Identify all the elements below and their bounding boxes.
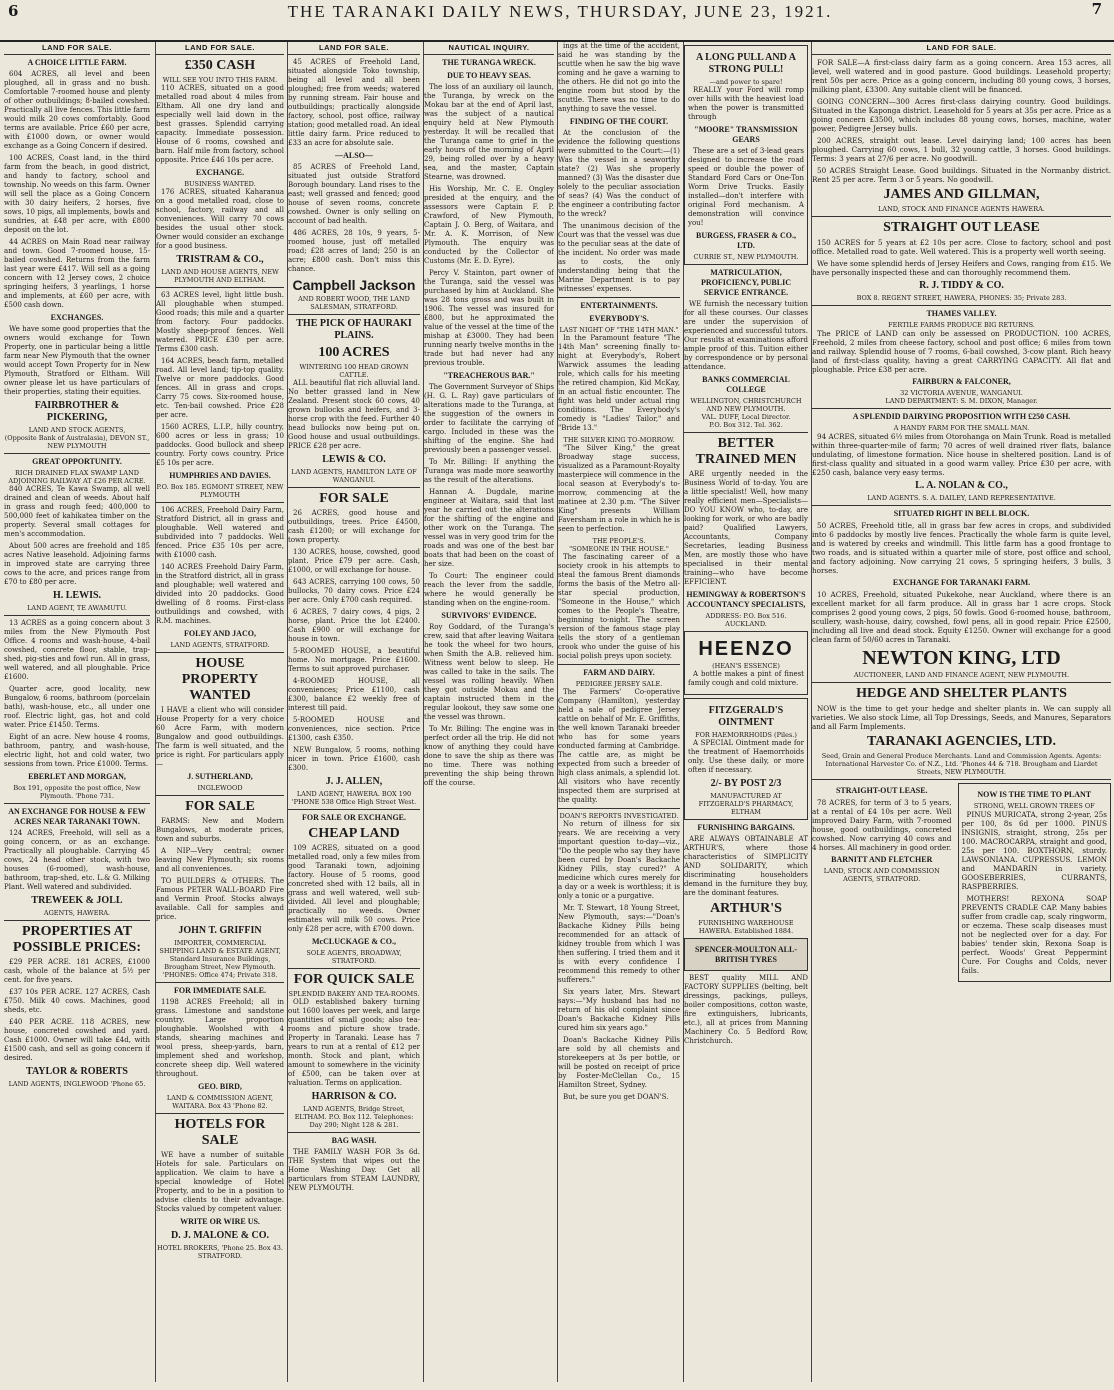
ad-text: 109 ACRES, situated on a good metalled road, only a few miles from good Taranaki town, adjoining factory. House of 5 rooms, good concreted shed with 12 bails, all in grass and well watered, well sub-divided. All level and ploughable; practically no weeds. Owner estimates will milk 50 cows. Price only £28 per acre, with £700 down. — [288, 844, 420, 933]
firm-name: TAYLOR & ROBERTS — [26, 1066, 128, 1077]
ad-text: £40 PER ACRE. 118 ACRES, new house, concreted cowshed and yard. Cash £1000. Owner will take £4d, with £1500 cash, and sell as going concern if desired. — [4, 1018, 150, 1062]
ad-heading: WRITE OR WIRE US. — [180, 1217, 260, 1226]
ad-heading: —ALSO— — [335, 151, 373, 160]
ad-text: About 500 acres are freehold and 185 acres Native leasehold. Adjoining farms in improved state are carrying three cows to the acre, and prices range from £70 to £80 per acre. — [4, 542, 150, 586]
ad-subheading: (HEAN'S ESSENCE) — [712, 662, 780, 670]
ad-price: 2/- BY POST 2/3 — [710, 778, 782, 789]
ad-heading: FOR SALE — [185, 799, 255, 814]
ad-heading: GREAT OPPORTUNITY. — [32, 457, 122, 466]
newspaper-title: THE TARANAKI DAILY NEWS, THURSDAY, JUNE 23, 1921. — [287, 2, 833, 21]
article-subheading: THE SILVER KING TO-MORROW. — [563, 436, 675, 444]
firm-name: NEWTON KING, LTD — [862, 647, 1061, 669]
ad-text: 130 ACRES, house, cowshed, good plant. Price £79 per acre. Cash, £1000, or will exchange for house. — [288, 548, 420, 574]
ad-text: Quarter acre, good locality, new Bungalow, 6 rooms, bathroom (porcelain bath), wash-house, etc., all under one roof. Electric light, gas, hot and cold water. Price £1450. Terms. — [4, 685, 150, 729]
ad-text: 150 ACRES for 5 years at £2 10s per acre. Close to factory, school and post office. Metalled road to gate. Well watered. This is a property well worth seeing. — [812, 238, 1111, 256]
ad-text: 26 ACRES, good house and outbuildings, trees. Price £4500, cash £1200; or will exchange for town property. — [288, 509, 420, 544]
firm-name: L. A. NOLAN & CO., — [915, 480, 1008, 491]
ad-text: £37 10s PER ACRE. 127 ACRES, Cash £750. Milk 40 cows. Machines, good sheds, etc. — [4, 988, 150, 1014]
firm-name: BURGESS, FRASER & CO., LTD. — [695, 231, 796, 250]
firm-name: FOLEY AND JACO, — [184, 629, 256, 638]
ad-text: GOING CONCERN—300 Acres first-class dairying country. Good buildings. Situated in the Kaponga district. Leasehold for 5 years at 35s per acre. Price as a going concern £3500, which includes 88 young cows, horses, machine, water power, Pedigree Jersey bulls. — [812, 97, 1111, 133]
ad-text: 140 ACRES Freehold Dairy Farm, in the Stratford district, all in grass and ploughable; well watered and divided into 20 paddocks. Good dwelling of 8 rooms. First-class outbuildings and cowshed, with R.M. machines. — [156, 563, 284, 625]
firm-name: McCLUCKAGE & CO., — [312, 937, 396, 946]
ad-text: 10 ACRES, Freehold, situated Pukekohe, near Auckland, where there is an excellent market for all farm produce. All in grass bar 1 acre crops. Stock comprises 2 good young cows, 2 pigs, 50 fowls. Good 6-roomed house, bathroom, scullery, wash-house, dairy, cowshed, fowl pens, all in good repair. Price £2500, including all live and dead stock. Equity £1250. Owner will exchange for a good clean farm of 50/60 acres in Taranaki. — [812, 590, 1111, 644]
ad-heading: NOW IS THE TIME TO PLANT — [977, 790, 1092, 799]
ad-subheading: BUSINESS WANTED. — [184, 180, 256, 188]
article-text: Percy V. Stainton, part owner of the Turanga, said the vessel was purchased by him at Auckland. She was 28 tons gross and was built in 1906. The vessel was insured for £800, but he approximated the value of the vessel at the time of the mishap at £3000. They had been running nearly twelve months in the trade but had never had any previous trouble. — [424, 269, 554, 367]
ad-text: 85 ACRES of Freehold Land, situated just outside Stratford Borough boundary. Land rises to the east; well grassed and fenced; good house of seven rooms, concrete cowshed. Owner is only selling on account of bad health. — [288, 163, 420, 225]
firm-sub: INGLEWOOD — [197, 784, 243, 792]
section-header: LAND FOR SALE. — [156, 42, 284, 55]
ad-heading: EXCHANGE. — [195, 168, 245, 177]
lease-ad — [812, 783, 952, 982]
masthead — [0, 0, 1114, 42]
firm-sub: Seed, Grain and General Produce Merchants. Land and Commission Agents. Agents: International Harvester Co. of N.Z., Ltd. 'Phones 44 & 718. Brougham and Liardet Streets, NEW PLYMOUTH. — [821, 752, 1102, 776]
ad-text: These are a set of 3-lead gears designed to increase the road speed or double the power of Standard Ford Cars or One-Ton Worm Drive Trucks. Easily installed—don't interfere with original Ford mechanism. A demonstration will convince you! — [688, 147, 804, 227]
firm-sub: LAND, STOCK AND FINANCE AGENTS HAWERA. — [878, 205, 1045, 213]
ad-text: 13 ACRES as a going concern about 3 miles from the New Plymouth Post Office. 4 rooms and wash-house, 4-bail cowshed, concrete floor, stable, trap-shed, pig-sties and fowl run. All in grass, well watered, and all ploughable. Price £1600. — [4, 619, 150, 681]
ad-subheading: A HANDY FARM FOR THE SMALL MAN. — [893, 424, 1030, 432]
ad-text: 164 ACRES, beach farm, metalled road. All level land; tip-top quality. Twelve or more paddocks. Good fences. All in grass and crops. Carry 75 cows. Six-roomed house, etc. Ten-bail cowshed. Price £28 per acre. — [156, 357, 284, 419]
ad-text: 4-ROOMED HOUSE, all conveniences; Price £1100, cash £300, balance £2 weekly free of interest till paid. — [288, 677, 420, 712]
firm-name: HEMINGWAY & ROBERTSON'S ACCOUNTANCY SPECIALISTS, — [686, 590, 806, 609]
firm-name: HARRISON & CO. — [311, 1091, 397, 1102]
ad-heading: BAG WASH. — [331, 1136, 377, 1145]
firm-address: (Opposite Bank of Australasia), DEVON ST., NEW PLYMOUTH — [4, 434, 150, 450]
ad-heading: HEDGE AND SHELTER PLANTS — [856, 686, 1067, 701]
ad-heading: EXCHANGES. — [50, 313, 104, 322]
firm-sub: P.O. Box 185. EGMONT STREET, NEW PLYMOUTH — [156, 483, 284, 499]
ad-heading: 100 ACRES — [318, 345, 390, 360]
plant-ad — [958, 783, 1111, 982]
firm-sub: LAND & COMMISSION AGENT, WAITARA. Box 43 'Phone 82. — [166, 1094, 274, 1110]
firm-sub: FURNISHING WAREHOUSE HAWERA. Established 1884. — [698, 919, 794, 935]
column-4 — [423, 42, 554, 1382]
article-text: Doan's Backache Kidney Pills are sold by all chemists and storekeepers at 3s per bottle, or will be posted on receipt of price by Foster-McClellan Co., 15 Hamilton Street, Sydney. — [558, 1036, 680, 1089]
ad-brand: HEENZO — [698, 638, 794, 660]
firm-box: P.O. Box 312. Tel. 362. — [709, 421, 783, 429]
ad-heading: SITUATED RIGHT IN BELL BLOCK. — [893, 509, 1030, 518]
section-header: LAND FOR SALE. — [4, 42, 150, 55]
article-text: The fascinating career of a society crook in his attempts to steal the famous Brent diamonds forms the basis of the Metro all-star special production, "Someone in the House," which comes to the People's Theatre, beginning to-night. The screen version of the famous stage play tells the story of a gentleman crook who under the guise of his social polish preys upon society. — [558, 553, 680, 660]
firm-sub: LAND, STOCK AND COMMISSION AGENTS, STRATFORD. — [823, 867, 940, 883]
firm-name: FAIRBROTHER & PICKERING, — [34, 400, 120, 423]
ad-heading: FOR SALE OR EXCHANGE. — [301, 813, 406, 822]
firm-name: BANKS COMMERCIAL COLLEGE — [702, 375, 790, 394]
ad-heading: FURNISHING BARGAINS. — [697, 823, 795, 832]
ad-subheading: STRONG, WELL GROWN TREES OF — [973, 802, 1095, 810]
ad-text: FARMS: New and Modern Bungalows, at moderate prices, town and suburbs. — [156, 817, 284, 843]
firm-name: R. J. TIDDY & CO. — [919, 280, 1004, 291]
ad-heading: PROPERTIES AT POSSIBLE PRICES: — [13, 924, 141, 955]
ad-text: I HAVE a client who will consider House Property for a very choice 60 Acre Farm, with modern Bungalow and good outbuildings. The farm is well situated, and the price is right. For particulars apply— — [156, 706, 284, 768]
firm-address: ADDRESS: P.O. Box 516. AUCKLAND. — [705, 612, 787, 628]
firm-address: CURRIE ST., NEW PLYMOUTH. — [693, 253, 799, 261]
ad-text: REALLY your Ford will romp over hills with the heaviest load when the power is transmitted through — [688, 86, 804, 121]
ad-text: ALL beautiful flat rich alluvial land. No better grassed land in New Zealand. Present stock 60 cows, 40 grown bullocks and heifers, and 3-horse crop with the feed. Further 40 head bullocks now being put on. Good house and usual outbuildings. PRICE £28 per acre. — [288, 379, 420, 450]
article-text: The loss of an auxiliary oil launch, the Turanga, by wreck on the Mokau bar at the end of April last, was the subject of a nautical enquiry held at New Plymouth yesterday. It will be recalled that the Turanga came to grief in the early hours of the morning of April 29, being rolled over by a heavy sea, and the master, Captain Stearne, was drowned. — [424, 83, 554, 181]
column-7 — [811, 42, 1111, 1382]
section-header: NAUTICAL INQUIRY. — [424, 42, 554, 55]
article-text: To Court: The engineer could reach the lever from the saddle, where he would generally be standing when on the engine-room. — [424, 572, 554, 607]
bottom-row — [812, 783, 1111, 982]
firm-sub: BOX 8. REGENT STREET, HAWERA, PHONES: 35; Private 283. — [856, 294, 1067, 302]
ad-text: PINUS MURICATA, strong 2-year, 25s per 100, 8s 6d per 1000. PINUS INSIGNIS, straight, strong, 25s per 100. MACROCARPA, straight and good, 25s per 100. BOXTHORN, sturdy. LAWSONIANA. CUPRESSUS. LEMON and MANDARIN in variety. GOOSEBERRIES, CURRANTS, RASPBERRIES. — [961, 810, 1107, 891]
column-3 — [287, 42, 420, 1382]
ad-subheading: SPLENDID BAKERY AND TEA-ROOMS. — [288, 990, 420, 998]
ad-brand: "MOORE" TRANSMISSION GEARS — [694, 125, 798, 144]
firm-sub: SOLE AGENTS, BROADWAY, STRATFORD. — [306, 949, 402, 965]
ad-text: 50 ACRES Straight Lease. Good buildings. Situated in the Normanby district. Rent 25 per acre. Term 3 or 5 years. No goodwill. — [812, 166, 1111, 184]
ad-text: 110 ACRES, situated on a good metalled road about 4 miles from Eltham. All one dry land and especially well laid down in the best grasses. Splendid carrying capacity. Immediate possession. House of 6 rooms, cowshed and barn. Half mile from factory, school opposite. Price £46 10s per acre. — [156, 84, 284, 164]
article-text: At the conclusion of the evidence the following questions were submitted to the Court:—(1) Was the vessel in a seaworthy state? (2) Was she properly manned? (3) Was the disaster due solely to the peculiar association of seas? (4) Was the conduct of the engineer a contributing factor to the wreck? — [558, 129, 680, 218]
ad-box-spencer-moulton — [684, 938, 808, 971]
ad-text: 94 ACRES, situated 6½ miles from Otorohanga on Main Trunk. Road is metalled within three-quarter-mile of farm; 70 acres of well drained river flats, balance undulating, of limestone formation. Nice house in sheltered position. Land is of first-class quality and situated in a good warm valley. Price £30 per acre, with £250 cash, balance very easy terms. — [812, 432, 1111, 477]
article-text: His Worship, Mr. C. E. Ongley presided at the enquiry, and the assessors were Captain F. P. Crawford, of New Plymouth, Captain J. O. Berg, of Waitara, and Mr. A. K. Morrison, of New Plymouth. The enquiry was conducted by the Collector of Customs (Mr. E. D. Eyre). — [424, 185, 554, 265]
ad-text: A NIP—Very central; owner leaving New Plymouth; six rooms and all conveniences. — [156, 847, 284, 873]
ad-subheading: —and power to spare! — [709, 78, 783, 86]
ad-subheading: FERTILE FARMS PRODUCE BIG RETURNS. — [888, 321, 1035, 329]
article-subheading: THE PEOPLE'S. — [592, 537, 646, 545]
firm-sub: AGENTS, HAWERA. — [43, 909, 111, 917]
ad-text: 5-ROOMED HOUSE, a beautiful home. No mortgage. Price £1600. Terms to suit approved purchaser. — [288, 647, 420, 673]
firm-name: TREWEEK & JOLL — [31, 895, 123, 906]
ad-heading: MATRICULATION, PROFICIENCY, PUBLIC SERVICE ENTRANCE. — [701, 268, 791, 297]
ad-subheading: WINTERING 100 HEAD GROWN CATTLE. — [299, 363, 409, 379]
article-text: Hannan A. Dugdale, marine engineer at Waitara, said that last year he carried out the alterations for the shifting of the engine and other work on the Turanga. The vessel was in very good trim for the roads and was one of the best bar boats that had been on the coast of her size. — [424, 488, 554, 568]
firm-name: TRISTRAM & CO., — [176, 254, 264, 265]
article-text: The unanimous decision of the Court was that the vessel was due to the peculiar seas at the date of the incident. No order was made as to costs, the only understanding being that the Marine Department is to pay witnesses' expenses. — [558, 222, 680, 293]
article-text: The Government Surveyor of Ships (H. G. L. Ray) gave particulars of alterations made to the Turanga, at the suggestion of the owners in order to facilitate the carrying of cargo. Included in these was the shifting of the engine. She had previously been a passenger vessel. — [424, 383, 554, 454]
firm-sub: Box 191, opposite the post office, New Plymouth. 'Phone 731. — [13, 784, 141, 800]
firm-name: JAMES AND GILLMAN, — [883, 187, 1040, 202]
ad-text: NOW is the time to get your hedge and shelter plants in. We can supply all varieties. We also stock Lime, all Top Dressings, Seeds, and Manures, Separators and all Farm Implements. — [812, 704, 1111, 731]
ad-heading: EXCHANGE FOR TARANAKI FARM. — [892, 578, 1031, 587]
ad-heading: FOR QUICK SALE — [293, 972, 415, 987]
column-1 — [4, 42, 150, 1382]
article-text: In the Paramount feature "The 14th Man" screening finally to-night at Everybody's, Robert Warwick assumes the leading role, which calls for his meeting the retired champion, Kid McKay, in an actual fistic encounter. The fight was held under actual ring conditions. The Everybody's comedy is "Ladies' Tailor," and "Bride 13." — [558, 334, 680, 432]
firm-sub: LAND AND STOCK AGENTS, — [28, 426, 126, 434]
firm-sub: LAND AGENTS, Bridge Street, ELTHAM. P.O. Box 112. Telephones: Day 290; Night 128 & 281. — [294, 1105, 414, 1129]
firm-name: EBERLET AND MORGAN, — [28, 772, 126, 781]
firm-sub: LAND AGENTS. S. A. DAILEY, LAND REPRESENTATIVE. — [867, 494, 1056, 502]
article-subheading: LAST NIGHT OF "THE 14TH MAN." — [559, 326, 679, 334]
firm-sub: LAND AGENTS, HAMILTON LATE OF WANGANUI. — [291, 468, 417, 484]
ad-text: 1198 ACRES Freehold; all in grass. Limestone and sandstone country. Large proportion ploughable. Woolshed with 4 stands, shearing machines and wool press, sheep-yards, barn, implement shed and workshop, concrete sheep dip. Well watered throughout. — [156, 998, 284, 1078]
firm-name: H. LEWIS. — [52, 590, 102, 601]
ad-heading: FOR SALE — [319, 491, 389, 506]
ad-text: WE have a number of suitable Hotels for sale. Particulars on application. We claim to have a special knowledge of Hotel Property, and to be in a position to advise clients to their advantage. Stocks valued by competent valuer. — [156, 1151, 284, 1213]
ad-text: A SPECIAL Ointment made for the treatment of Haemorrhoids only. Use these daily, or more often if necessary. — [688, 739, 804, 774]
ad-text: We have some good properties that the owners would exchange for Town Property, one in particular being a little farm near New Plymouth that the owner would accept Town Property for in New Plymouth, Stratford or Eltham. Will owner please let us have particulars of their properties, stating their equities. — [4, 325, 150, 396]
ad-subheading: WILL SEE YOU INTO THIS FARM. — [162, 76, 278, 84]
column-6 — [683, 42, 808, 1382]
article-heading: THE TURANGA WRECK. — [442, 58, 536, 67]
ad-box-heenzo — [684, 631, 808, 695]
ad-heading: FITZGERALD'S OINTMENT — [708, 705, 784, 728]
ad-text: 6 ACRES, 7 dairy cows, 4 pigs, 2 horse, plant. Price the lot £2400. Cash £900 or will exchange for house in town. — [288, 608, 420, 643]
column-2 — [155, 42, 284, 1382]
ad-text: WE furnish the necessary tuition for all these courses. Our classes are under the supervision of experienced and successful tutors. Our results at examinations afford ample proof of this. Tuition either by correspondence or by personal attendance. — [684, 300, 808, 371]
firm-name: TARANAKI AGENCIES, LTD. — [866, 734, 1057, 749]
article-subheading: PEDIGREE JERSEY SALE. — [575, 680, 663, 688]
article-text: But, be sure you get DOAN'S. — [563, 1093, 669, 1101]
firm-address: WELLINGTON, CHRISTCHURCH AND NEW PLYMOUTH. — [690, 397, 802, 413]
article-subheading: SURVIVORS' EVIDENCE. — [441, 611, 537, 620]
ad-heading: FOR IMMEDIATE SALE. — [173, 986, 267, 995]
firm-name: BARNITT AND FLETCHER — [831, 855, 933, 864]
ad-text: OLD established bakery turning out 1600 loaves per week, and large quantities of small goods; also tea-rooms and picture show trade. Property in Taranaki. Lease has 7 years to run at a rental of £12 per month. Stock and plant, which amount to somewhere in the vicinity of £500, can be taken over at valuation. Terms on application. — [288, 998, 420, 1087]
firm-name: D. J. MALONE & CO. — [170, 1230, 270, 1241]
ad-text: 643 ACRES, carrying 100 cows, 50 bullocks, 70 dairy cows. Price £24 per acre. Only £700 cash required. — [288, 578, 420, 604]
ad-text: Eight of an acre. New house 4 rooms, bathroom, pantry, and wash-house, electric light, hot and cold water, two sessions from town. Price £1000. Terms. — [4, 733, 150, 768]
article-text: ings at the time of the accident, said he was standing by the scuttle when he saw the big wave coming and he gave a warning to the others. He did not go into the engine room but stood by the scuttle. There was no time to do anything to save the vessel. — [558, 42, 680, 113]
firm-name: LEWIS & CO. — [322, 454, 386, 465]
ad-text: ARE ALWAYS OBTAINABLE AT ARTHUR'S, where those characteristics of SIMPLICITY AND SOLIDARITY, which discriminating householders demand in the furniture they buy, are the dominant features. — [684, 835, 808, 897]
ad-text: A bottle makes a pint of finest family cough and cold mixture. — [688, 670, 804, 687]
article-subheading: EVERYBODY'S. — [589, 314, 649, 323]
firm-sub: IMPORTER, COMMERCIAL SHIPPING LAND & ESTATE AGENT, Standard Insurance Buildings, Brougham Street, New Plymouth. 'PHONES: Office 474; Private 318. — [159, 939, 281, 979]
ad-text: TO BUILDERS & OTHERS. The Famous PETER WALL-BOARD Fire and Vermin Proof. Stocks always available. Call for samples and price. — [156, 877, 284, 921]
page-number-left: 6 — [8, 2, 19, 20]
firm-name: J. J. ALLEN, — [325, 776, 383, 787]
firm-name: Campbell Jackson — [292, 277, 416, 293]
article-text: To Mr. Billing: If anything the Turanga was made more seaworthy as the result of the alterations. — [424, 458, 554, 484]
firm-sub: LAND AGENTS, INGLEWOOD 'Phone 65. — [8, 1080, 146, 1088]
ad-text: 100 ACRES, Coast land, in the third farm from the beach, in good district, and handy to factory, school and township. No weeds on this farm. Owner will sell the place as a Going Concern with 30 dairy heifers, 2 horses, five sows, 10 pigs, all implements, bowls and sundries, at £48 per acre, with £800 deposit on the lot. — [4, 154, 150, 234]
article-subheading: "SOMEONE IN THE HOUSE." — [569, 545, 669, 553]
ad-text: 1560 ACRES, L.I.P., hilly country, 600 acres or less in grass; 10 paddocks. Good bullock and sheep country. Forty cows country. Price £5 10s per acre. — [156, 423, 284, 467]
firm-director: VAL. DUFF, Local Director. — [701, 413, 791, 421]
ad-heading: £350 CASH — [184, 58, 256, 73]
firm-name: J. SUTHERLAND, — [187, 772, 253, 781]
ad-heading: BETTER TRAINED MEN — [695, 436, 797, 467]
ad-text: 840 ACRES, Te Kawa Swamp, all well drained and clean of weeds. About half in grass and rough feed; 400,000 to 500,000 feet of kahikatea timber on the property. Several small cottages for men's accommodation. — [4, 485, 150, 538]
ad-text: 78 ACRES, for term of 3 to 5 years, at a rental of £4 10s per acre. Well improved Dairy Farm, with 7-roomed house, good outbuildings, concreted cowshed. Now carrying 40 cows and 4 horses. All machinery in good order. — [812, 798, 952, 852]
ad-text: MOTHERS! REXONA SOAP PREVENTS CRADLE CAP. Many babies suffer from cradle cap, scaly ringworm, or eczema. These scalp diseases must not be neglected over for a day. For babies' tender skin, Rexona Soap is perfect. Woods' Great Peppermint Cure. For Coughs and Colds, never fails. — [961, 894, 1107, 975]
ad-text: 63 ACRES level, light little bush. All ploughable when stumped. Good roads; this mile and a quarter from factory. Four paddocks. Mostly sheep-proof fences. Well watered. PRICE £30 per acre. Terms £300 cash. — [156, 291, 284, 353]
ad-text: 124 ACRES, Freehold, will sell as a going concern, or as an exchange. Practically all ploughable. Carrying 45 cows, 24 head other stock, with two houses (6-roomed), wash-house, bathroom, trap-shed, etc. L.& G. Milking Plant. Well watered and subdivided. — [4, 829, 150, 891]
article-text: The Farmers' Co-operative Company (Hamilton), yesterday held a sale of pedigree Jersey cattle on behalf of Mr. E. Griffiths, the well known Taranaki breeder who has for some years conducted farming at Cambridge. The cattle are, as might be expected from such a breeder of high class animals, a splendid lot. All visitors who have recently inspected them are surprised at the quality. — [558, 688, 680, 804]
ad-heading: CHEAP LAND — [308, 826, 400, 841]
ad-subheading: FOR HAEMORRHOIDS (Piles.) — [695, 731, 797, 739]
ad-heading: A LONG PULL AND A STRONG PULL! — [695, 52, 797, 75]
article-text: Mr. T. Stewart, 18 Young Street, New Plymouth, says:—"Doan's Backache Kidney Pills being recommended for an attack of kidney trouble from which I was then suffering. I tried them and it is with every confidence I recommend this remedy to other sufferers." — [558, 904, 680, 984]
article-subheading: DUE TO HEAVY SEAS. — [447, 71, 531, 80]
firm-sub: LAND AGENTS, STRATFORD. — [170, 641, 270, 649]
firm-name: FAIRBURN & FALCONER, — [912, 377, 1011, 386]
section-header: LAND FOR SALE. — [288, 42, 420, 55]
firm-sub: LAND AGENT, TE AWAMUTU. — [27, 604, 127, 612]
firm-sub: LAND AND HOUSE AGENTS, NEW PLYMOUTH AND ELTHAM. — [161, 268, 279, 284]
firm-name: HUMPHRIES AND DAVIES. — [169, 471, 271, 480]
ad-box-moore-gears — [684, 45, 808, 265]
ad-heading: A SPLENDID DAIRYING PROPOSITION WITH £250 CASH. — [852, 412, 1071, 421]
article-subheading: FINDING OF THE COURT. — [569, 117, 669, 126]
ad-heading: THE PICK OF HAURAKI PLAINS. — [296, 318, 412, 341]
ad-text: The PRICE of LAND can only be assessed on PRODUCTION. 100 ACRES, Freehold, 2 miles from cheese factory, school and post office; 6 miles from town and railway. Splendid house of 7 rooms, 6-bail cowshed, 3-cow plant. Rich heavy land of first-class quality, having a great CARRYING CAPACITY. All flat and ploughable. Price £38 per acre. — [812, 329, 1111, 374]
ad-brand: SPENCER-MOULTON ALL-BRITISH TYRES — [694, 945, 798, 964]
ad-text: 45 ACRES of Freehold Land, situated alongside Toko township, being all level and all been ploughed; free from weeds; watered by running stream. Fair house and outbuildings; practically alongside factory, school, post office, railway station; good metalled road. An ideal little dairy farm. Price reduced to £33 an acre for absolute sale. — [288, 58, 420, 147]
ad-text: 176 ACRES, situated Kaharanua on a good metalled road, close to school, factory, railway and all conveniences. Will carry 70 cows besides the usual other stock. Owner would consider an exchange for a good business. — [156, 188, 284, 250]
ad-text: 50 ACRES, Freehold title, all in grass bar few acres in crops, and subdivided into 6 paddocks by mostly live fences. Practically the whole farm is quite level, and is watered by creeks and windmill. This little farm has a good frontage to two roads, and is situated within a quarter mile of store, post office and school, and factory adjoining. Now carrying 21 cows, 5 springing heifers, 3 bulls, 3 horses. — [812, 521, 1111, 575]
ad-heading: AN EXCHANGE FOR HOUSE & FEW ACRES NEAR TARANAKI TOWN. — [8, 807, 146, 826]
firm-sub: HOTEL BROKERS, 'Phone 25. Box 43. STRATFORD. — [157, 1244, 283, 1260]
firm-sub: LAND DEPARTMENT: S. M. DIXON, Manager. — [885, 397, 1038, 405]
section-header: LAND FOR SALE. — [812, 42, 1111, 55]
firm-sub: LAND AGENT, HAWERA. BOX 190 'PHONE 538 Office High Street West. — [291, 790, 417, 806]
page-number-right: 7 — [1091, 0, 1102, 18]
ad-text: £29 PER ACRE. 181 ACRES, £1000 cash, whole of the balance at 5½ per cent. for five years. — [4, 958, 150, 984]
ad-text: THE FAMILY WASH FOR 3s 6d. THE System that wipes out the Home Washing Day. Get all particulars from STEAM LAUNDRY, NEW PLYMOUTH. — [288, 1148, 420, 1192]
ad-text: BEST quality MILL AND FACTORY SUPPLIES (belting, belt dressings, packings, pulleys, boiler compositions, cotton waste, fire extinguishers, lubricants, etc.), all at prices from Manning Machinery Co. 5 Bedford Row, Christchurch. — [684, 974, 808, 1045]
article-text: "The Silver King," the great Broadway stage success, visualized as a Paramount-Royalty masterpiece will commence in the local season at Everybody's to-morrow, commencing at the matinee at 2.30 p.m. "The Silver King" presents William Faversham in a role in which he is seen to perfection. — [558, 444, 680, 533]
ad-text: We have some splendid herds of Jersey Heifers and Cows, ranging from £15. We have personally inspected these and can thoroughly recommend them. — [812, 259, 1111, 277]
ad-heading: HOTELS FOR SALE — [174, 1117, 266, 1148]
ad-text: 200 ACRES, straight out lease. Level dairying land; 100 acres has been ploughed. Carrying 60 cows, 1 bull, 32 young cattle, 3 horses. Good buildings. Terms: 3 years at 27/6 per acre. No goodwill. — [812, 136, 1111, 163]
ad-heading: HOUSE PROPERTY WANTED — [181, 656, 259, 703]
article-text: No return of illness for six years. We are receiving a very important question to-day—viz., "Do the people who say they have been cured by Doan's Backache Kidney Pills, stay cured?" A medicine which cures merely for a day or a week is worthless; it is only a tonic or a purgative. — [558, 820, 680, 900]
ad-heading: STRAIGHT OUT LEASE — [883, 220, 1040, 235]
ad-text: FOR SALE—A first-class dairy farm as a going concern. Area 153 acres, all level, well watered and in good pasture. Good buildings. Leasehold property; rent 50s per acre. Price as a going concern, including 80 young cows, 3 horses, milking plant, £3300. Any suitable client will be financed. — [812, 58, 1111, 94]
ad-subheading: RICH DRAINED FLAX SWAMP LAND ADJOINING RAILWAY AT £26 PER ACRE. — [8, 469, 146, 485]
ad-heading: A CHOICE LITTLE FARM. — [27, 58, 127, 67]
ad-heading: STRAIGHT-OUT LEASE. — [835, 786, 928, 795]
ad-text: ARE urgently needed in the Business World of to-day. You are a little specialist! Well, how many really efficient men—Specialists—DO YOU KNOW who, to-day, are looking for work, or who are badly paid? Qualified Lawyers, Accountants, Company Secretaries, leading Business Men, are mostly those who have specialised in their mental training—who have become EFFICIENT. — [684, 470, 808, 586]
firm-name: ARTHUR'S — [710, 901, 782, 916]
section-heading: FARM AND DAIRY. — [583, 668, 655, 677]
ad-box-fitzgerald — [684, 698, 808, 820]
article-text: Six years later, Mrs. Stewart says:—"My husband has had no return of his old complaint since Doan's Backache Kidney Pills cured him six years ago." — [558, 988, 680, 1032]
article-text: Roy Goddard, of the Turanga's crew, said that after leaving Waitara he took the wheel for two hours, when Smith the A.B. relieved him. Witness went below to sleep. He was called to take in the sails. The vessel was rolling heavily. When they got outside Mokau and the captain instructed them in the regular lookout, they saw some one the vessel was thrown. — [424, 623, 554, 721]
firm-name: MANUFACTURED AT FITZGERALD'S PHARMACY, ELTHAM — [698, 792, 794, 816]
article-subheading: DOAN'S REPORTS INVESTIGATED. — [559, 812, 679, 820]
ad-text: 44 ACRES on Main Road near railway and town. Good 7-roomed house, 15-bailed cowshed. Returns from the farm last year were £417. Will sell as a going concern with 12 Jersey cows, 2 choice springing heifers, 3 yearlings, 1 horse and implements, at £60 per acre, with £500 cash down. — [4, 238, 150, 309]
ad-text: 5-ROOMED HOUSE and conveniences, nice section. Price £1300, cash £350. — [288, 716, 420, 742]
ad-text: NEW Bungalow, 5 rooms, nothing nicer in town. Price £1600, cash £300. — [288, 746, 420, 772]
firm-sub: AND ROBERT WOOD, THE LAND SALESMAN, STRATFORD. — [298, 295, 410, 311]
firm-sub: 32 VICTORIA AVENUE, WANGANUI. — [900, 389, 1023, 397]
ad-heading: THAMES VALLEY. — [926, 309, 997, 318]
article-subheading: "TREACHEROUS BAR." — [443, 371, 535, 380]
firm-name: GEO. BIRD, — [198, 1082, 242, 1091]
ad-text: 486 ACRES, 28 10s, 9 years, 5-roomed house, just off metalled road; £28 acres of land; 250 is an acre; £800 cash. Don't miss this chance. — [288, 229, 420, 273]
firm-sub: AUCTIONEER, LAND AND FINANCE AGENT, NEW PLYMOUTH. — [853, 671, 1070, 679]
ad-text: 604 ACRES, all level and been ploughed, all in grass and no bush. Comfortable 7-roomed house and plenty of other outbuildings; 8-bailed cowshed. Practically all live fences. This little farm would milk 20 cows comfortably. Good terms are available. Price £60 per acre, with £1000 down, or owner would exchange as a Going Concern if desired. — [4, 70, 150, 150]
section-heading: ENTERTAINMENTS. — [580, 301, 658, 310]
column-5 — [557, 42, 680, 1382]
ad-text: 106 ACRES, Freehold Dairy Farm, Stratford District, all in grass and ploughable. Well watered and subdivided into 7 paddocks. Well fenced. Price £35 10s per acre, with £1000 cash. — [156, 506, 284, 559]
firm-name: JOHN T. GRIFFIN — [178, 925, 262, 936]
article-text: To Mr. Billing: The engine was in perfect order all the trip. He did not know of anything they could have done to save the ship as there was no time. There was nothing preventing the ship being thrown off the course. — [424, 725, 554, 787]
